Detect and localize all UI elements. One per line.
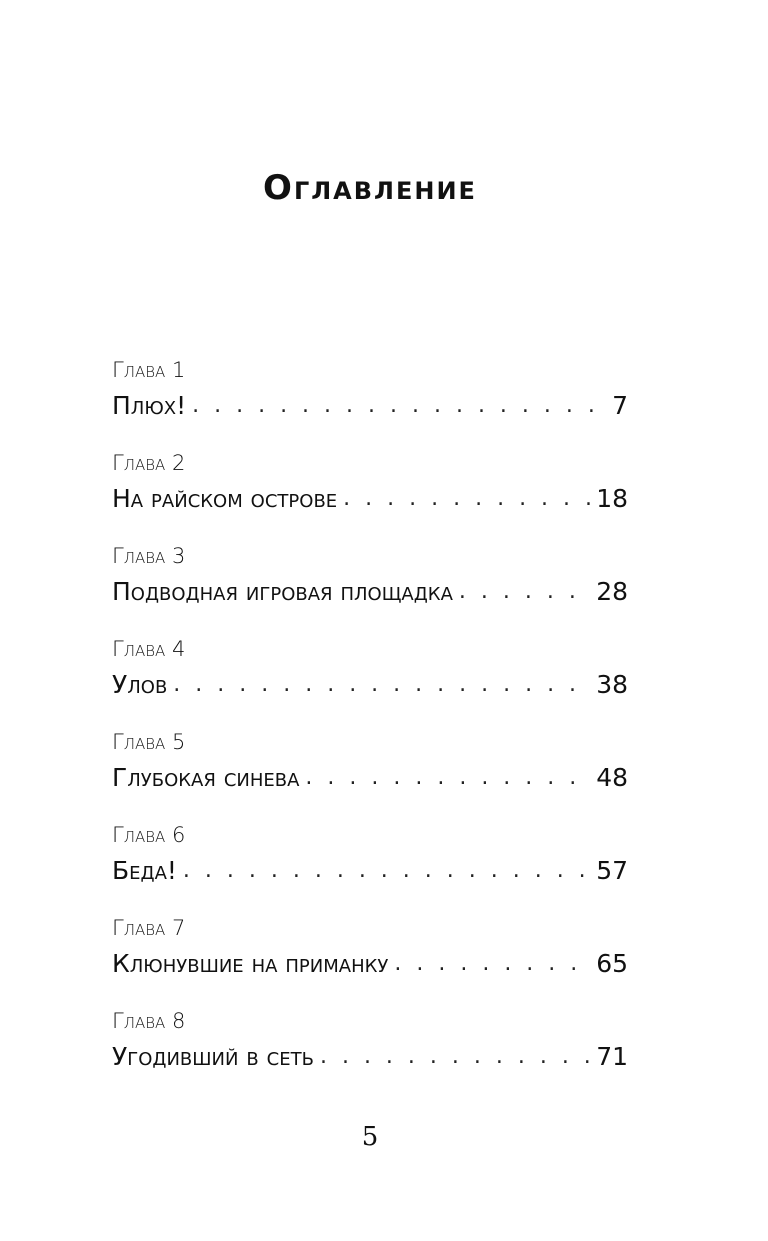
chapter-title: Клюнувшие на приманку (112, 949, 389, 978)
toc-entry-line (112, 481, 628, 517)
chapter-title: Подводная игровая площадка (112, 577, 453, 606)
dot-leader (192, 386, 606, 424)
dot-leader (183, 851, 590, 889)
dot-leader (394, 944, 590, 982)
page-number: 65 (596, 949, 628, 978)
page-number: 7 (612, 391, 628, 420)
toc-entry (112, 542, 628, 635)
chapter-title: На райском острове (112, 484, 338, 513)
chapter-label: Глава 4 (112, 637, 186, 661)
dot-leader (459, 572, 590, 610)
page-number: 57 (596, 856, 628, 885)
toc-entry (112, 356, 628, 449)
toc-entry-line (112, 853, 628, 889)
dot-leader (343, 479, 590, 517)
toc-entry (112, 449, 628, 542)
chapter-label: Глава 5 (112, 730, 186, 754)
page-folio-number: 5 (361, 1122, 379, 1152)
page-number: 18 (596, 484, 628, 513)
page-number: 48 (596, 763, 628, 792)
toc-entry-line (112, 946, 628, 982)
page-number: 71 (596, 1042, 628, 1071)
toc-entry-line (112, 388, 628, 424)
chapter-label: Глава 7 (112, 916, 186, 940)
toc-entry (112, 1007, 628, 1100)
chapter-title: Глубокая синева (112, 763, 300, 792)
toc-entry-line (112, 667, 628, 703)
toc-entry-line (112, 574, 628, 610)
toc-entry (112, 821, 628, 914)
page-number: 38 (596, 670, 628, 699)
chapter-title: Угодивший в сеть (112, 1042, 314, 1071)
chapter-title: Улов (112, 670, 168, 699)
page-number: 28 (596, 577, 628, 606)
dot-leader (173, 665, 590, 703)
chapter-title: Беда! (112, 856, 177, 885)
chapter-label: Глава 2 (112, 451, 186, 475)
chapter-label: Глава 8 (112, 1009, 186, 1033)
toc-entry (112, 635, 628, 728)
dot-leader (320, 1037, 590, 1075)
toc-entry-line (112, 1039, 628, 1075)
dot-leader (305, 758, 590, 796)
chapter-title: Плюх! (112, 391, 187, 420)
chapter-label: Глава 3 (112, 544, 186, 568)
toc-entry-line (112, 760, 628, 796)
table-of-contents (112, 356, 628, 1100)
page-title: Оглавление (263, 168, 477, 208)
chapter-label: Глава 6 (112, 823, 186, 847)
toc-entry (112, 728, 628, 821)
chapter-label: Глава 1 (112, 358, 186, 382)
toc-entry (112, 914, 628, 1007)
